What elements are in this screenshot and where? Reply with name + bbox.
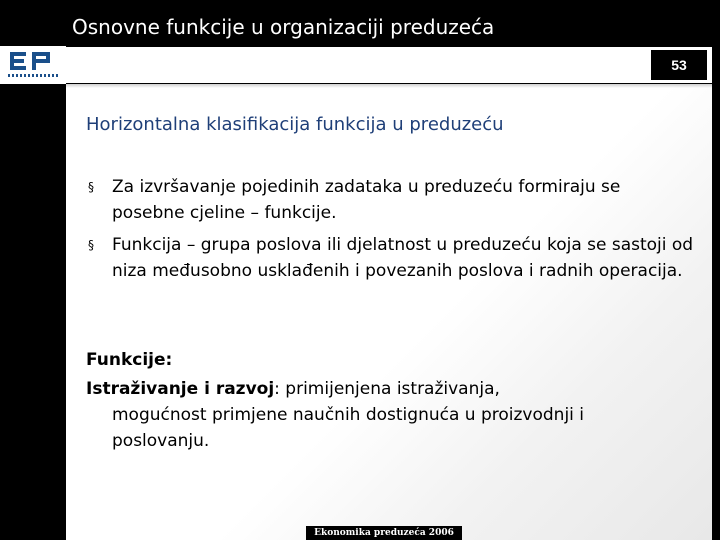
right-frame-bar — [712, 46, 720, 540]
bullet-text: Funkcija – grupa poslova ili djelatnost u preduzeću koja se sastoji od niza međusobno usklađenih i povezanih poslova i radnih operacija. — [112, 235, 694, 281]
function-description-continued: mogućnost primjene naučnih dostignuća u proizvodnji i poslovanju. — [112, 405, 585, 451]
page-number: 53 — [651, 50, 707, 80]
bullet-marker: § — [88, 238, 94, 252]
ep-logo-icon — [8, 50, 58, 72]
functions-heading: Funkcije: — [86, 350, 173, 370]
bullet-list — [86, 174, 696, 290]
function-description: : primijenjena istraživanja, — [274, 379, 500, 399]
bullet-text: Za izvršavanje pojedinih zadataka u preduzeću formiraju se posebne cjeline – funkcije. — [112, 177, 621, 223]
logo-caption-stripe — [8, 74, 58, 77]
bullet-item — [86, 232, 696, 284]
bullet-item — [86, 174, 696, 226]
function-term: Istraživanje i razvoj — [86, 379, 275, 399]
ep-logo — [0, 46, 66, 84]
content-area — [66, 84, 712, 540]
bullet-marker: § — [88, 180, 94, 194]
content-shadow — [66, 84, 712, 88]
function-item — [86, 376, 656, 454]
footer-text: Ekonomika preduzeća 2006 — [314, 528, 454, 538]
slide-subtitle: Horizontalna klasifikacija funkcija u preduzeću — [86, 114, 504, 135]
slide-title: Osnovne funkcije u organizaciji preduzeća — [72, 15, 495, 39]
header-strip — [66, 46, 712, 84]
